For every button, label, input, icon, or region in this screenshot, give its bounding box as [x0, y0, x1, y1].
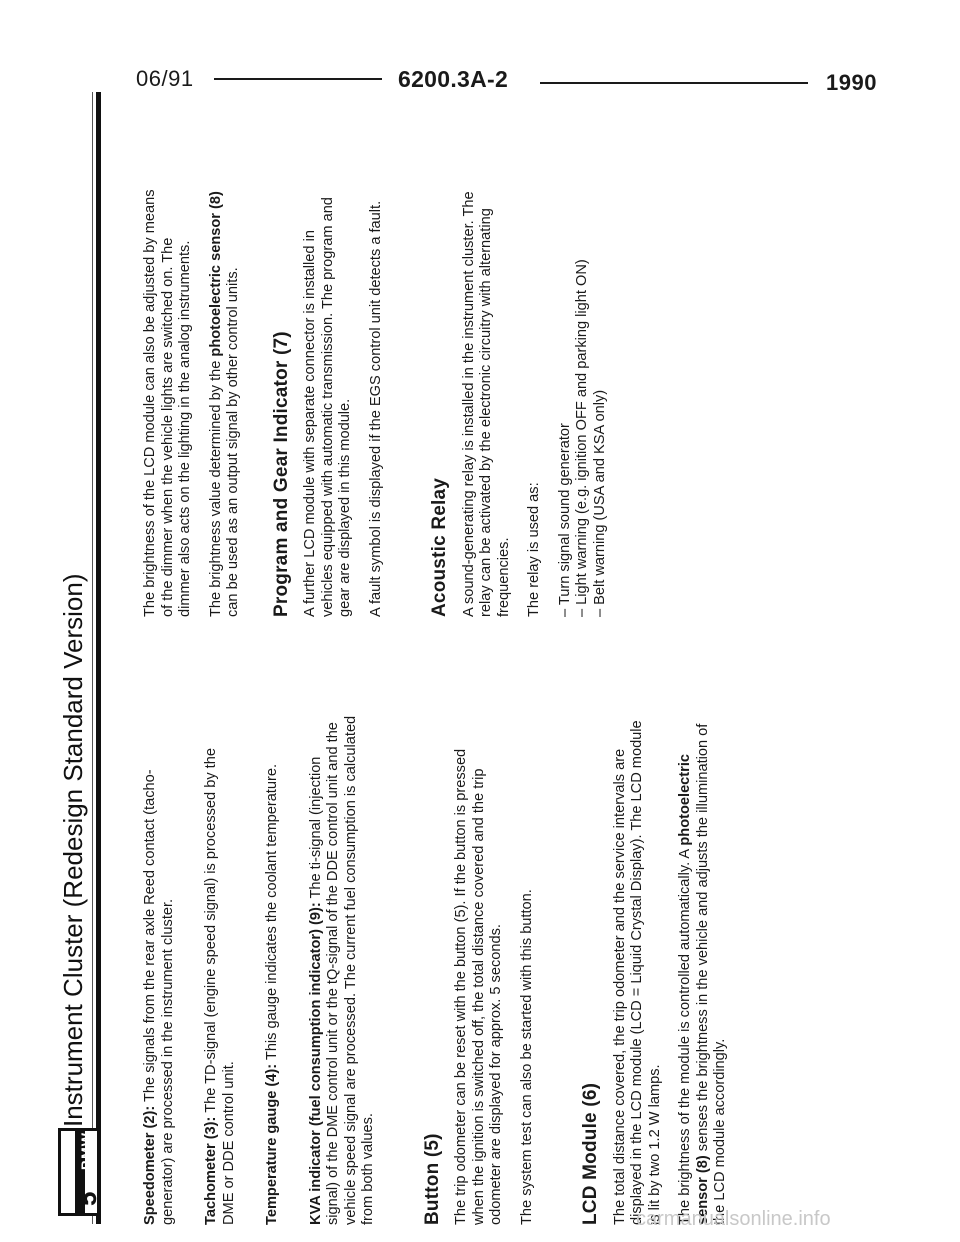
list-item: – Light warning (e.g. ignition OFF and parking light ON) — [574, 259, 590, 617]
kva-paragraph — [308, 715, 378, 1225]
sensor-paragraph — [208, 187, 243, 617]
header-doc-code: 6200.3A-2 — [398, 66, 509, 92]
header-rule-left — [214, 78, 382, 80]
lcd-heading: LCD Module (6) — [580, 1082, 601, 1225]
temperature-text: This gauge indicates the coolant temperature. — [264, 763, 280, 1064]
kva-term: KVA indicator (fuel consumption indicator) (9): — [307, 902, 324, 1225]
button-heading: Button (5) — [421, 1133, 443, 1225]
tachometer-text: The TD-signal (engine speed signal) is processed by the DME or DDE control unit. — [203, 748, 237, 1225]
left-column — [142, 715, 743, 1225]
header-rule-right — [540, 82, 808, 84]
lcd-p2-post: senses the brightness in the vehicle and adjusts the illumination of the LCD module accordingly. — [694, 723, 728, 1225]
logo-brand-text: BMW — [78, 1132, 94, 1170]
lcd-p2-term: photoelectric sensor (8) — [677, 753, 711, 1225]
dimmer-paragraph: The brightness of the LCD module can also be adjusted by means of the dimmer when the vehicle lights are switched on. The dimmer also acts on the lighting in the analog instruments. — [142, 189, 193, 617]
header-year: 1990 — [826, 70, 877, 95]
header-date: 06/91 — [136, 66, 194, 91]
list-item: – Turn signal sound generator — [556, 423, 573, 617]
sensor-pre: The brightness value determined by the — [207, 356, 224, 617]
temperature-term: Temperature gauge (4): — [264, 1063, 280, 1225]
list-item: – Belt warning (USA and KSA only) — [591, 389, 608, 617]
rotated-page-content — [58, 125, 858, 1225]
program-paragraph-1: A further LCD module with separate connector is installed in vehicles equipped with automatic transmission. The program and gear are displayed in this module. — [302, 197, 353, 617]
watermark-text: carmanualsonline.info — [636, 1208, 831, 1230]
acoustic-paragraph-2: The relay is used as: — [526, 482, 542, 617]
program-heading: Program and Gear Indicator (7) — [270, 331, 292, 617]
acoustic-paragraph-1: A sound-generating relay is installed in the instrument cluster. The relay can be activated by the electronic circuitry with alternating frequencies. — [460, 191, 512, 617]
sensor-term: photoelectric sensor (8) — [207, 191, 224, 357]
speedometer-paragraph — [142, 715, 177, 1225]
right-column — [142, 187, 609, 617]
speedometer-text: The signals from the rear axle Reed contact (tacho-generator) are processed in the instrument cluster. — [142, 769, 176, 1225]
temperature-paragraph — [264, 715, 282, 1225]
button-paragraph-2: The system test can also be started with this button. — [518, 889, 535, 1225]
acoustic-heading: Acoustic Relay — [429, 477, 450, 617]
logo-series-number: 5 — [72, 1191, 102, 1206]
sensor-post: can be used as an output signal by other control units. — [225, 267, 241, 617]
speedometer-term: Speedometer (2): — [142, 1105, 158, 1225]
page-title: Instrument Cluster (Redesign Standard Version) — [58, 573, 88, 1127]
button-paragraph-1: The trip odometer can be reset with the button (5). If the button is pressed when the ignition is switched off, the total distance covered and the trip odometer are displayed for approx. 5 seconds. — [453, 748, 504, 1225]
program-paragraph-2: A fault symbol is displayed if the EGS control unit detects a fault. — [367, 200, 384, 617]
lcd-p2-pre: The brightness of the module is controlled automatically. A — [677, 845, 693, 1225]
tachometer-paragraph — [203, 715, 238, 1225]
lcd-paragraph-1: The total distance covered, the trip odometer and the service intervals are displayed in the LCD module (LCD = Liquid Crystal Display). The LCD module is lit by two 1.2 W lamps. — [611, 720, 663, 1225]
tachometer-term: Tachometer (3): — [203, 1116, 219, 1225]
lcd-paragraph-2 — [677, 715, 730, 1225]
relay-uses-list — [557, 187, 610, 617]
kva-text: The ti-signal (injection signal) of the DME control unit or the tQ-signal of the DDE control unit and the vehicle speed signal are processed. The current fuel consumption is calculated from both values. — [307, 715, 376, 1225]
